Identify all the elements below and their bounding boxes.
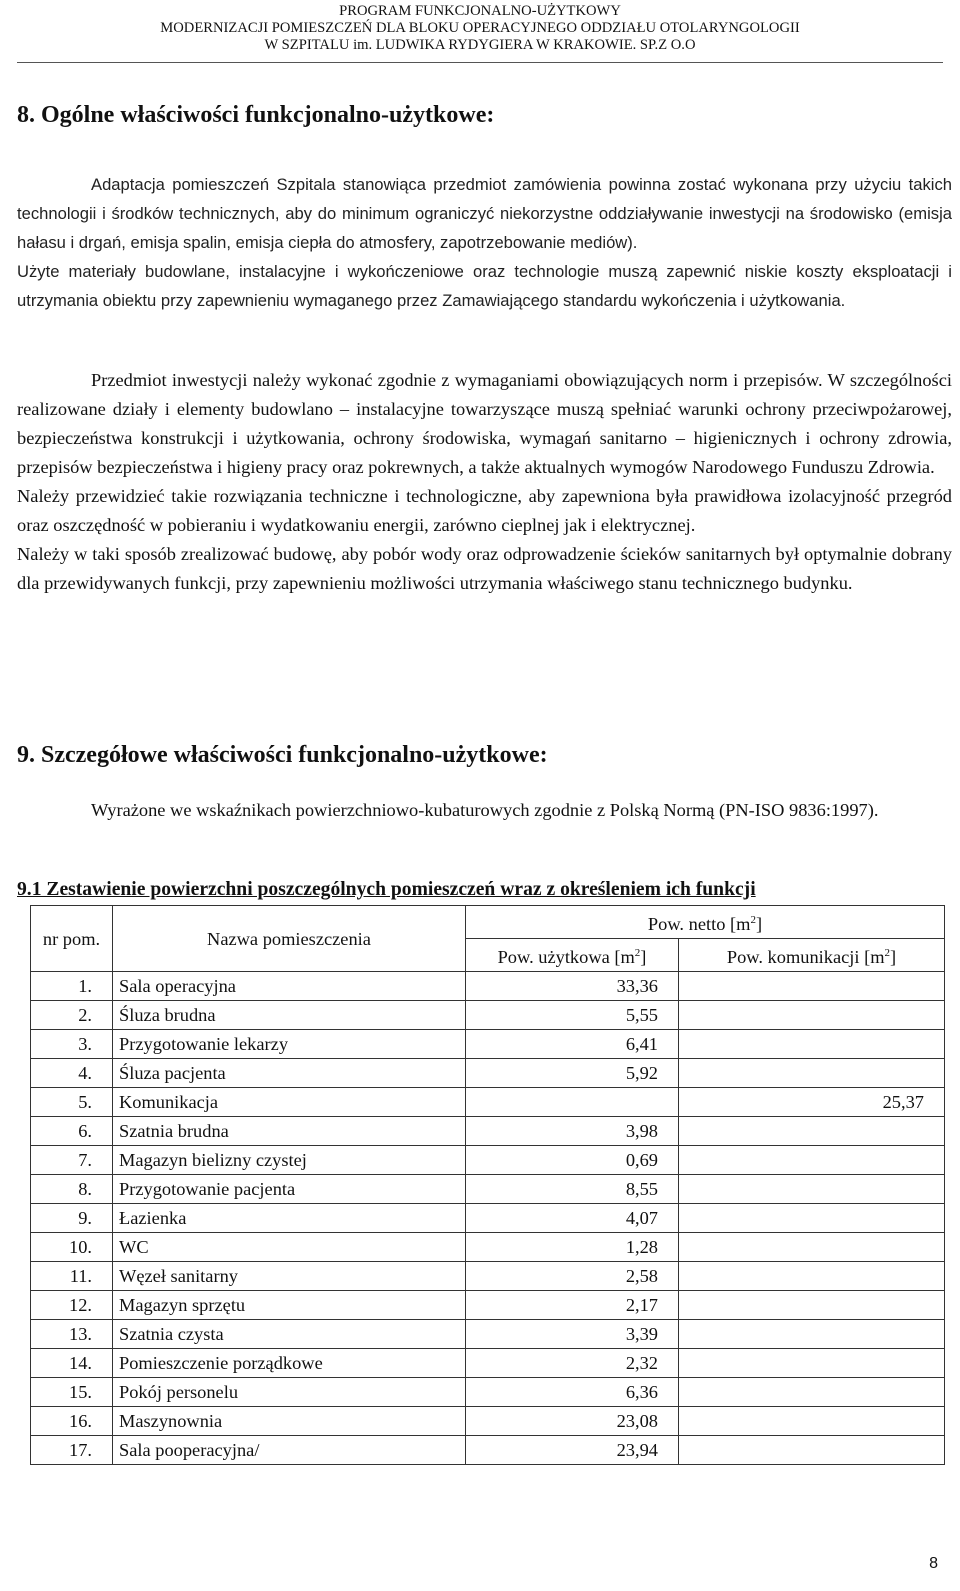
paragraph: Należy przewidzieć takie rozwiązania techniczne i technologiczne, aby zapewniona była prawidłowa izolacyjność przegród oraz oszczędność w pobieraniu i wydatkowaniu energii, zarówno cieplnej jak i elektrycznej.: [17, 486, 952, 535]
room-name: Magazyn sprzętu: [113, 1291, 466, 1320]
unit-superscript: 2: [750, 914, 756, 926]
room-area-communication: [679, 1262, 945, 1291]
table-row: [31, 1407, 945, 1436]
header-text: ]: [755, 914, 763, 935]
room-name: Przygotowanie lekarzy: [113, 1030, 466, 1059]
room-area-communication: [679, 1378, 945, 1407]
room-number: 4.: [31, 1059, 113, 1088]
section-9-intro: [17, 796, 952, 825]
room-area-communication: [679, 972, 945, 1001]
header-text: ]: [640, 947, 647, 968]
room-name: Węzeł sanitarny: [113, 1262, 466, 1291]
unit-superscript: 2: [634, 947, 641, 960]
room-area-communication: 25,37: [679, 1088, 945, 1117]
section-9-title: 9. Szczegółowe właściwości funkcjonalno-użytkowe:: [17, 742, 548, 768]
room-area-communication: [679, 1233, 945, 1262]
room-area-usable: 8,55: [466, 1175, 679, 1204]
paragraph: Wyrażone we wskaźnikach powierzchniowo-kubaturowych zgodnie z Polską Normą (PN-ISO 9836:1997).: [91, 800, 879, 820]
header-text: Pow. komunikacji [m: [726, 947, 885, 968]
section-9-1-title: 9.1 Zestawienie powierzchni poszczególnych pomieszczeń wraz z określeniem ich funkcji: [17, 879, 756, 900]
table-row: [31, 1204, 945, 1233]
room-area-usable: 5,55: [466, 1001, 679, 1030]
table-row: [31, 1320, 945, 1349]
header-text: Pow. użytkowa [m: [497, 947, 635, 968]
room-name: Łazienka: [113, 1204, 466, 1233]
table-row: [31, 1175, 945, 1204]
header-line-1: PROGRAM FUNKCJONALNO-UŻYTKOWY: [339, 3, 621, 19]
page-number: 8: [929, 1555, 938, 1572]
header-line-2: MODERNIZACJI POMIESZCZEŃ DLA BLOKU OPERACYJNEGO ODDZIAŁU OTOLARYNGOLOGII: [160, 20, 800, 36]
room-number: 3.: [31, 1030, 113, 1059]
table-row: [31, 1291, 945, 1320]
room-area-communication: [679, 1204, 945, 1233]
room-name: Pomieszczenie porządkowe: [113, 1349, 466, 1378]
room-area-usable: 33,36: [466, 972, 679, 1001]
paragraph-part: Przedmiot inwestycji należy wykonać zgodnie z wymaganiami obowiązujących norm i przepisów.: [91, 370, 823, 390]
unit-superscript: 2: [884, 947, 891, 960]
table-row: [31, 1349, 945, 1378]
table-row: [31, 1146, 945, 1175]
col-name-header: Nazwa pomieszczenia: [113, 906, 466, 972]
room-number: 11.: [31, 1262, 113, 1291]
section-8-body: [17, 366, 952, 598]
table-header-row: [31, 906, 945, 939]
room-number: 13.: [31, 1320, 113, 1349]
room-area-communication: [679, 1117, 945, 1146]
table-row: [31, 1030, 945, 1059]
rooms-table: [30, 905, 945, 1465]
section-8-intro: [17, 170, 952, 315]
col-nr-header: nr pom.: [31, 906, 113, 972]
room-area-usable: 5,92: [466, 1059, 679, 1088]
room-area-usable: 4,07: [466, 1204, 679, 1233]
room-name: Sala pooperacyjna/: [113, 1436, 466, 1465]
room-name: Komunikacja: [113, 1088, 466, 1117]
col-netto-header: [466, 906, 945, 939]
paragraph: Należy w taki sposób zrealizować budowę, aby pobór wody oraz odprowadzenie ścieków sanitarnych był optymalnie dobrany dla przewidywanych funkcji, przy zapewnieniu możliwości utrzymania właściwego stanu technicznego budynku.: [17, 544, 952, 593]
table-row: [31, 972, 945, 1001]
room-area-usable: 23,94: [466, 1436, 679, 1465]
paragraph: [17, 366, 952, 482]
table-row: [31, 1233, 945, 1262]
header-text: ]: [890, 947, 897, 968]
room-number: 16.: [31, 1407, 113, 1436]
room-area-communication: [679, 1030, 945, 1059]
room-area-communication: [679, 1291, 945, 1320]
document-header: [0, 3, 960, 54]
header-line-3: W SZPITALU im. LUDWIKA RYDYGIERA W KRAKOWIE. SP.Z O.O: [264, 37, 696, 53]
room-number: 15.: [31, 1378, 113, 1407]
room-number: 9.: [31, 1204, 113, 1233]
room-area-usable: 23,08: [466, 1407, 679, 1436]
room-area-usable: 3,39: [466, 1320, 679, 1349]
col-uzytkowa-header: [466, 939, 679, 972]
header-text: Pow. netto [m: [647, 914, 751, 935]
section-8-title: 8. Ogólne właściwości funkcjonalno-użytkowe:: [17, 102, 495, 128]
table-row: [31, 1001, 945, 1030]
room-area-usable: 2,58: [466, 1262, 679, 1291]
room-area-communication: [679, 1001, 945, 1030]
room-number: 8.: [31, 1175, 113, 1204]
room-area-communication: [679, 1146, 945, 1175]
room-area-usable: 2,17: [466, 1291, 679, 1320]
room-area-communication: [679, 1059, 945, 1088]
paragraph: Adaptacja pomieszczeń Szpitala stanowiąca przedmiot zamówienia powinna zostać wykonana przy użyciu takich technologii i środków technicznych, aby do minimum ograniczyć niekorzystne oddziaływanie inwestycji na środowisko (emisja hałasu i drgań, emisja spalin, emisja ciepła do atmosfery, zapotrzebowanie mediów).: [17, 175, 952, 252]
room-area-communication: [679, 1320, 945, 1349]
room-name: Sala operacyjna: [113, 972, 466, 1001]
table-row: [31, 1262, 945, 1291]
room-number: 12.: [31, 1291, 113, 1320]
room-number: 7.: [31, 1146, 113, 1175]
room-number: 2.: [31, 1001, 113, 1030]
paragraph-part: W szczególności realizowane działy i elementy budowlano – instalacyjne towarzyszące muszą spełniać warunki ochrony przeciwpożarowej, bezpieczeństwa konstrukcji i użytkowania, ochrony środowiska, wymagań sanitarno – higienicznych i ochrony zdrowia, przepisów bezpieczeństwa i higieny pracy oraz pokrewnych, a także aktualnych wymogów Narodowego Funduszu Zdrowia.: [17, 370, 952, 477]
room-area-usable: 2,32: [466, 1349, 679, 1378]
room-name: Szatnia brudna: [113, 1117, 466, 1146]
room-number: 6.: [31, 1117, 113, 1146]
room-number: 14.: [31, 1349, 113, 1378]
room-area-communication: [679, 1175, 945, 1204]
room-number: 17.: [31, 1436, 113, 1465]
col-komunikacji-header: [679, 939, 945, 972]
room-area-usable: 1,28: [466, 1233, 679, 1262]
room-area-usable: 6,41: [466, 1030, 679, 1059]
room-area-usable: [466, 1088, 679, 1117]
room-area-communication: [679, 1407, 945, 1436]
room-number: 10.: [31, 1233, 113, 1262]
table-row: [31, 1378, 945, 1407]
room-area-usable: 6,36: [466, 1378, 679, 1407]
table-row: [31, 1059, 945, 1088]
table-row: [31, 1088, 945, 1117]
room-area-communication: [679, 1349, 945, 1378]
room-name: Maszynownia: [113, 1407, 466, 1436]
room-number: 5.: [31, 1088, 113, 1117]
room-name: Śluza brudna: [113, 1001, 466, 1030]
room-area-communication: [679, 1436, 945, 1465]
room-name: Szatnia czysta: [113, 1320, 466, 1349]
room-name: Magazyn bielizny czystej: [113, 1146, 466, 1175]
table-row: [31, 1117, 945, 1146]
room-name: WC: [113, 1233, 466, 1262]
header-divider: [17, 62, 943, 63]
room-name: Przygotowanie pacjenta: [113, 1175, 466, 1204]
room-name: Śluza pacjenta: [113, 1059, 466, 1088]
room-area-usable: 0,69: [466, 1146, 679, 1175]
room-name: Pokój personelu: [113, 1378, 466, 1407]
paragraph: Użyte materiały budowlane, instalacyjne i wykończeniowe oraz technologie muszą zapewnić niskie koszty eksploatacji i utrzymania obiektu przy zapewnieniu wymaganego przez Zamawiającego standardu wykończenia i użytkowania.: [17, 262, 952, 310]
room-area-usable: 3,98: [466, 1117, 679, 1146]
room-number: 1.: [31, 972, 113, 1001]
table-row: [31, 1436, 945, 1465]
